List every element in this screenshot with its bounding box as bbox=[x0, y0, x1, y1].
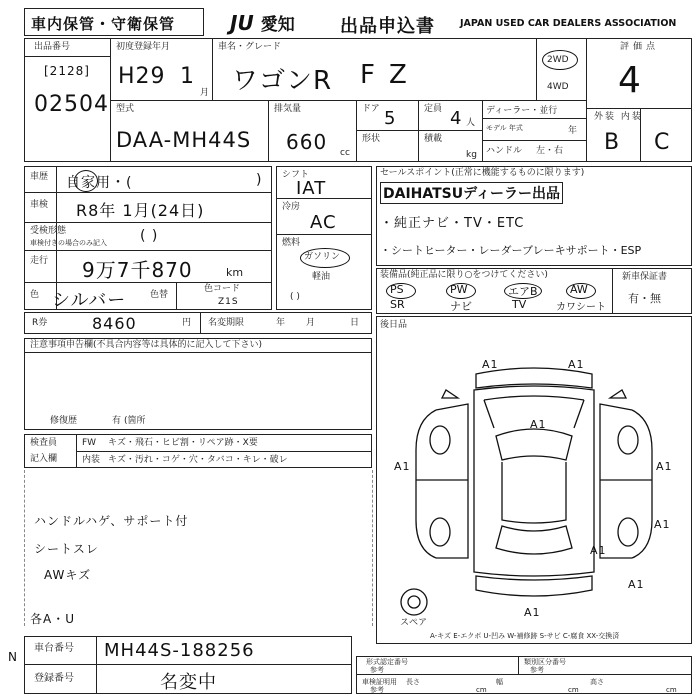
damage-mark-5: A1 bbox=[656, 460, 673, 473]
inspector-row2-head: 内装 bbox=[82, 455, 101, 465]
drive-2wd: 2WD bbox=[547, 55, 569, 65]
cc-unit: cc bbox=[340, 148, 350, 158]
car-name: ワゴンR bbox=[232, 66, 333, 96]
doors-label: ドア bbox=[362, 104, 380, 114]
lot-number: 02504 bbox=[34, 92, 109, 117]
inspector-note-4: 各A・U bbox=[30, 612, 75, 626]
month-unit: 月 bbox=[200, 88, 210, 98]
model-year-label: モデル 年式 bbox=[486, 124, 523, 132]
first-reg-label: 初度登録年月 bbox=[116, 42, 171, 52]
equip-ps: PS bbox=[390, 283, 404, 296]
class-ref: 参考 bbox=[530, 666, 544, 674]
inspector-note-1: ハンドルハゲ、サポート付 bbox=[34, 514, 189, 528]
damage-mark-4: A1 bbox=[394, 460, 411, 473]
length-label: 長さ bbox=[406, 678, 420, 686]
form-title: 出品申込書 bbox=[340, 16, 435, 37]
ac-value: AC bbox=[310, 212, 337, 233]
reg-label: 登録番号 bbox=[34, 673, 74, 684]
ac-label: 冷房 bbox=[282, 202, 301, 212]
fuel-diesel: 軽油 bbox=[312, 272, 331, 282]
recycle-label: R券 bbox=[32, 318, 48, 328]
capacity-label: 定員 bbox=[424, 104, 443, 114]
stray-mark: N bbox=[8, 650, 18, 664]
score-label: 評価点 bbox=[620, 42, 660, 52]
capacity-value: 4 bbox=[450, 108, 463, 129]
dealer-label: ディーラー・並行 bbox=[486, 106, 558, 116]
class-label: 類別区分番号 bbox=[524, 658, 566, 666]
equip-seat: カワシート bbox=[556, 302, 606, 313]
load-label: 積載 bbox=[424, 134, 443, 144]
exterior-grade: B bbox=[604, 130, 621, 155]
height-unit: cm bbox=[666, 686, 677, 694]
chassis-value: MH44S-188256 bbox=[104, 640, 255, 661]
equipment-label: 装備品(純正品に限り○をつけてください) bbox=[380, 270, 548, 280]
recv-paren: ( ) bbox=[140, 228, 159, 244]
shape-label: 形状 bbox=[362, 134, 381, 144]
model-label: 型式 bbox=[116, 104, 135, 114]
spare-label: スペア bbox=[400, 618, 428, 628]
history-close: ) bbox=[256, 172, 263, 188]
drive-4wd: 4WD bbox=[547, 82, 569, 92]
recv-label: 受検形態 bbox=[30, 226, 67, 236]
doors-value: 5 bbox=[384, 108, 397, 129]
selling-points-label: セールスポイント(正常に機能するものに限ります) bbox=[380, 168, 585, 178]
length-unit: cm bbox=[476, 686, 487, 694]
storage-title-box bbox=[24, 8, 204, 36]
inspector-row2-items: キズ・汚れ・コゲ・穴・タバコ・キレ・破レ bbox=[108, 455, 288, 465]
fuel-gas: ガソリン bbox=[304, 252, 341, 262]
storage-title: 車内保管・守衛保管 bbox=[31, 15, 176, 33]
size-label: 車検証明用 bbox=[362, 678, 397, 686]
recycle-amount: 8460 bbox=[92, 314, 137, 333]
cert-label: 形式認定番号 bbox=[366, 658, 408, 666]
ext-int-label: 外装 内装 bbox=[594, 112, 643, 122]
equip-pw: PW bbox=[450, 283, 468, 296]
dealer-badge: DAIHATSUディーラー出品 bbox=[380, 182, 563, 204]
width-unit: cm bbox=[568, 686, 579, 694]
height-label: 高さ bbox=[590, 678, 604, 686]
first-reg-year: H29 bbox=[118, 64, 166, 89]
kg-unit: kg bbox=[466, 150, 477, 160]
car-grade: FZ bbox=[360, 60, 421, 90]
logo-name: 愛知 bbox=[260, 15, 295, 35]
equip-airbag: エアB bbox=[508, 285, 538, 298]
score-value: 4 bbox=[618, 60, 642, 101]
name-change-month: 月 bbox=[306, 318, 316, 328]
inspector-label-2: 記入欄 bbox=[30, 454, 58, 464]
name-change-year: 年 bbox=[276, 318, 286, 328]
equip-navi: ナビ bbox=[450, 300, 472, 313]
mileage-label: 走行 bbox=[30, 256, 49, 266]
inspection-value: R8年 1月(24日) bbox=[76, 201, 205, 220]
handle-options: 左・右 bbox=[536, 146, 564, 156]
lot-label: 出品番号 bbox=[34, 42, 71, 52]
inspector-label-1: 検査員 bbox=[30, 438, 58, 448]
warranty-label: 新車保証書 bbox=[622, 272, 668, 282]
history-value: 自家用・( bbox=[66, 175, 133, 191]
reg-value: 名変中 bbox=[160, 672, 217, 693]
equip-aw: AW bbox=[570, 283, 588, 296]
equip-tv: TV bbox=[512, 298, 527, 311]
size-ref: 参考 bbox=[370, 686, 384, 694]
width-label: 幅 bbox=[496, 678, 503, 686]
car-name-label: 車名・グレード bbox=[218, 42, 282, 52]
notes-label: 注意事項申告欄(不具合内容等は具体的に記入して下さい) bbox=[30, 340, 263, 350]
inspector-row1-items: キズ・飛石・ヒビ割・リペア跡・X要 bbox=[108, 438, 258, 448]
mileage-unit: km bbox=[226, 266, 244, 279]
fuel-paren: ( ) bbox=[290, 292, 300, 302]
model-value: DAA-MH44S bbox=[116, 128, 252, 152]
color-label: 色 bbox=[30, 290, 40, 300]
warranty-options: 有・無 bbox=[628, 292, 661, 305]
color-value: シルバー bbox=[52, 290, 127, 311]
damage-mark-1: A1 bbox=[482, 358, 499, 371]
chassis-label: 車台番号 bbox=[34, 643, 74, 654]
year-unit: 年 bbox=[568, 126, 578, 136]
recycle-unit: 円 bbox=[182, 318, 192, 328]
repair-label: 修復歴 bbox=[50, 416, 78, 426]
inspection-label: 車検 bbox=[30, 200, 49, 210]
logo-mark: JU bbox=[230, 11, 254, 35]
damage-mark-6: A1 bbox=[654, 518, 671, 531]
name-change-day: 日 bbox=[350, 318, 360, 328]
selling-point-line1: ・純正ナビ・TV・ETC bbox=[380, 216, 525, 231]
lot-bracket: [2128] bbox=[44, 64, 90, 78]
association-name: JAPAN USED CAR DEALERS ASSOCIATION bbox=[460, 18, 677, 29]
damage-legend: A-キズ E-エクボ U-凹み W-補修跡 S-サビ C-腐食 XX-交換済 bbox=[430, 632, 620, 640]
repair-place: (箇所 bbox=[124, 416, 146, 426]
recv-note: 車検付きの場合のみ記入 bbox=[30, 239, 107, 247]
repair-value: 有 bbox=[112, 416, 122, 426]
mileage-value: 9万7千870 bbox=[82, 258, 193, 282]
capacity-unit: 人 bbox=[466, 118, 476, 128]
damage-mark-2: A1 bbox=[568, 358, 585, 371]
interior-grade: C bbox=[654, 130, 671, 155]
color-code-label: 色コード bbox=[204, 284, 241, 294]
color-change-label: 色替 bbox=[150, 290, 169, 300]
car-damage-diagram bbox=[376, 340, 692, 640]
equipment-grid bbox=[380, 282, 608, 312]
inspector-note-2: シートスレ bbox=[34, 542, 99, 556]
damage-mark-9: A1 bbox=[524, 606, 541, 619]
displacement-value: 660 bbox=[286, 130, 328, 154]
recycle-box bbox=[24, 312, 372, 334]
selling-point-line2: ・シートヒーター・レーダーブレーキサポート・ESP bbox=[380, 244, 642, 257]
ju-logo bbox=[230, 10, 295, 35]
name-change-label: 名変期限 bbox=[208, 318, 245, 328]
color-code-value: Z1S bbox=[218, 297, 239, 307]
shift-value: IAT bbox=[296, 178, 327, 199]
equip-sr: SR bbox=[390, 298, 405, 311]
first-reg-month: 1 bbox=[180, 64, 195, 89]
damage-mark-7: A1 bbox=[628, 578, 645, 591]
displacement-label: 排気量 bbox=[274, 104, 302, 114]
inspector-note-3: AWキズ bbox=[44, 568, 92, 582]
handle-label: ハンドル bbox=[486, 146, 523, 156]
damage-mark-3: A1 bbox=[530, 418, 547, 431]
fuel-label: 燃料 bbox=[282, 238, 301, 248]
damage-mark-8: A1 bbox=[590, 544, 607, 557]
shift-label: シフト bbox=[282, 170, 310, 180]
cert-ref: 参考 bbox=[370, 666, 384, 674]
history-label: 車歴 bbox=[30, 172, 49, 182]
after-image-label: 後日品 bbox=[380, 320, 408, 330]
inspector-row1-head: FW bbox=[82, 438, 97, 448]
